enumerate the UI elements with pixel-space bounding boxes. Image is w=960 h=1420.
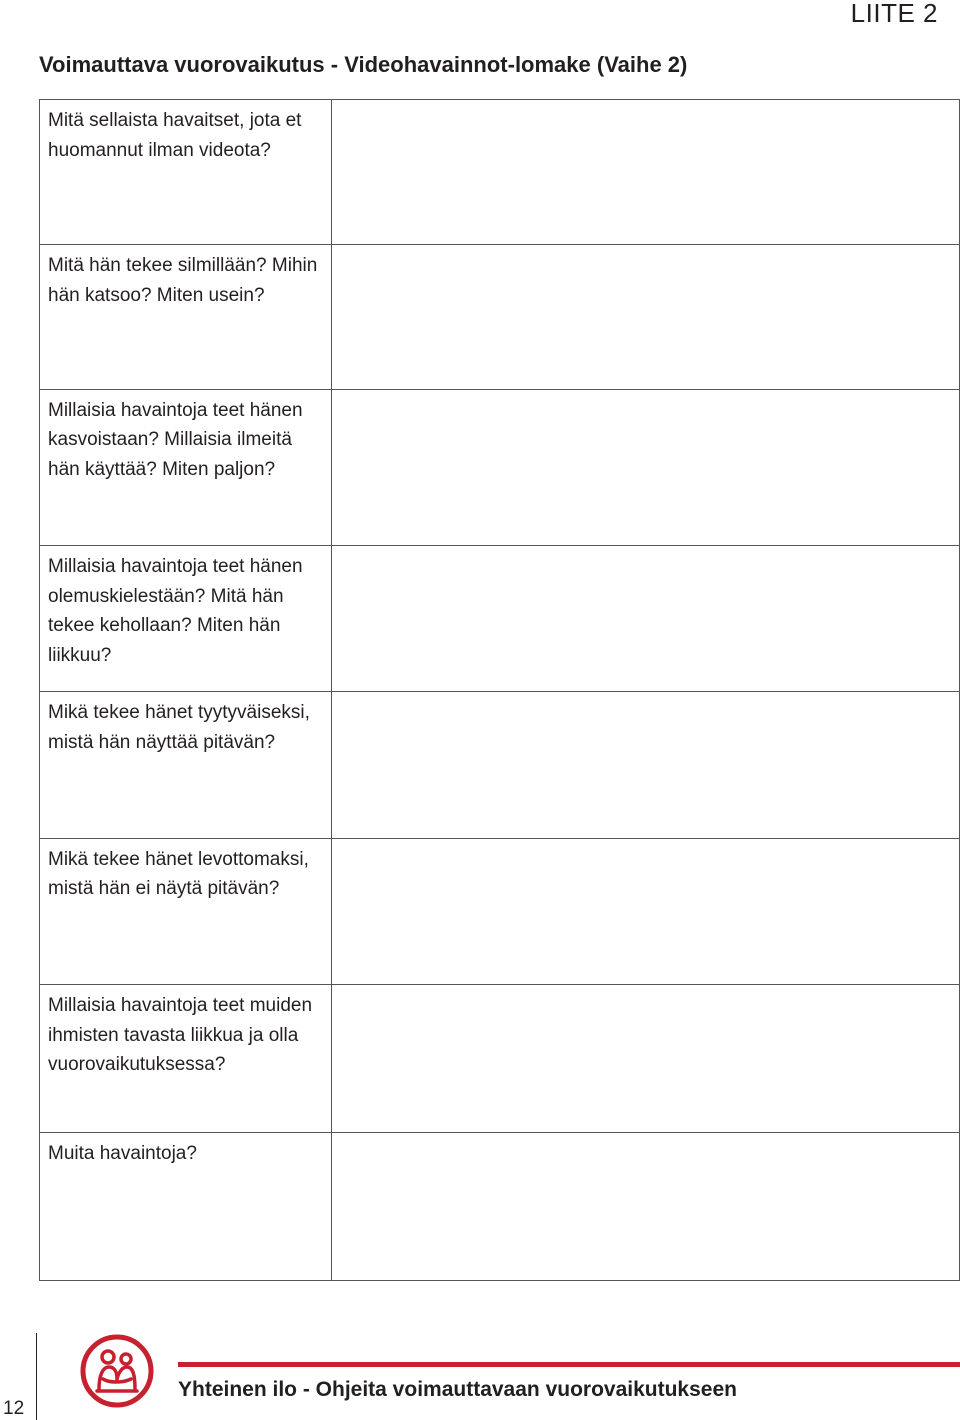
form-title: Voimauttava vuorovaikutus - Videohavainnot-lomake (Vaihe 2) <box>39 52 688 77</box>
question-text: Mikä tekee hänet tyytyväiseksi, mistä hän näyttää pitävän? <box>48 702 310 753</box>
answer-cell[interactable] <box>332 1132 960 1280</box>
question-text: Mikä tekee hänet levottomaksi, mistä hän ei näytä pitävän? <box>48 848 309 900</box>
question-text: Millaisia havaintoja teet hänen olemuskielestään? Mitä hän tekee kehollaan? Miten hän liikkuu? <box>48 556 303 666</box>
answer-cell[interactable] <box>332 100 960 245</box>
form-row <box>40 692 960 838</box>
answer-cell[interactable] <box>332 985 960 1132</box>
form-row <box>40 389 960 545</box>
page-number: 12 <box>3 1398 25 1419</box>
question-cell <box>40 1132 332 1280</box>
two-figures-circle-logo-icon <box>79 1333 155 1409</box>
form-row <box>40 838 960 984</box>
question-cell <box>40 546 332 692</box>
question-cell <box>40 389 332 545</box>
answer-cell[interactable] <box>332 389 960 545</box>
question-cell <box>40 692 332 838</box>
form-row <box>40 1132 960 1280</box>
question-text: Mitä sellaista havaitset, jota et huomannut ilman videota? <box>48 110 302 161</box>
answer-cell[interactable] <box>332 838 960 984</box>
answer-cell[interactable] <box>332 546 960 692</box>
form-row <box>40 100 960 245</box>
form-row <box>40 245 960 389</box>
question-text: Muita havaintoja? <box>48 1142 197 1164</box>
question-text: Millaisia havaintoja teet hänen kasvoistaan? Millaisia ilmeitä hän käyttää? Miten paljon? <box>48 399 303 480</box>
observation-form-table <box>39 99 960 1281</box>
question-text: Mitä hän tekee silmillään? Mihin hän katsoo? Miten usein? <box>48 255 318 306</box>
question-cell <box>40 985 332 1132</box>
footer-title: Yhteinen ilo - Ohjeita voimauttavaan vuorovaikutukseen <box>178 1378 737 1401</box>
question-cell <box>40 838 332 984</box>
answer-cell[interactable] <box>332 692 960 838</box>
form-row <box>40 546 960 692</box>
footer-divider-rule <box>178 1362 960 1367</box>
form-row <box>40 985 960 1132</box>
question-text: Millaisia havaintoja teet muiden ihmisten tavasta liikkua ja olla vuorovaikutuksessa? <box>48 995 313 1076</box>
question-cell <box>40 100 332 245</box>
answer-cell[interactable] <box>332 245 960 389</box>
question-cell <box>40 245 332 389</box>
appendix-label: LIITE 2 <box>850 0 938 28</box>
